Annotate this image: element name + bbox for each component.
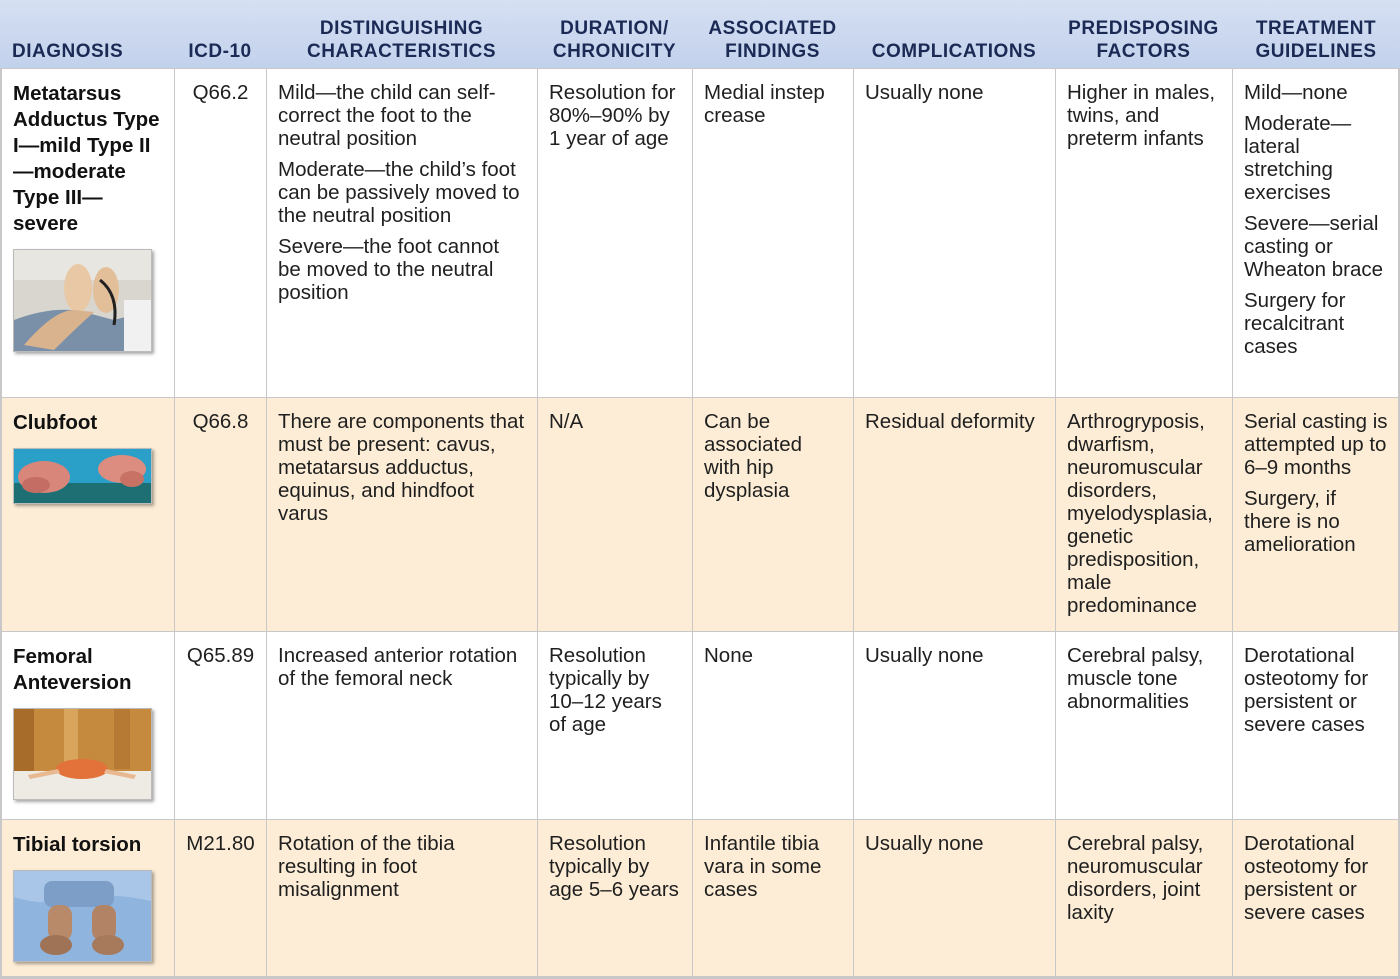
factors-cell <box>1055 69 1232 397</box>
table-row-femoral-anteversion <box>0 631 1400 819</box>
findings-text: None <box>704 644 754 667</box>
findings-cell <box>692 820 853 976</box>
findings-cell <box>692 69 853 397</box>
findings-text: Can be associated with hip dysplasia <box>704 410 803 502</box>
treatment-text: Derotational osteotomy for persistent or severe cases <box>1244 832 1369 924</box>
characteristics-cell <box>266 69 537 397</box>
icd-code: Q65.89 <box>174 632 266 819</box>
factors-text: Cerebral palsy, muscle tone abnormalities <box>1067 644 1204 713</box>
findings-cell <box>692 632 853 819</box>
findings-cell <box>692 398 853 631</box>
factors-text: Cerebral palsy, neuromuscular disorders, joint laxity <box>1067 832 1204 924</box>
duration-text: N/A <box>549 410 584 433</box>
duration-text: Resolution typically by 10–12 years of age <box>549 644 662 736</box>
characteristic-text: Severe—the foot cannot be moved to the neutral position <box>278 235 500 304</box>
femoral-anteversion-photo <box>13 708 152 800</box>
header-complications: COMPLICATIONS <box>871 41 1037 62</box>
icd-code: Q66.2 <box>174 69 266 397</box>
duration-cell <box>537 632 692 819</box>
diagnosis-name: Clubfoot <box>13 411 98 434</box>
duration-text: Resolution typically by age 5–6 years <box>549 832 679 901</box>
header-treatment: TREATMENT GUIDELINES <box>1255 18 1377 62</box>
characteristics-cell <box>266 820 537 976</box>
duration-cell <box>537 398 692 631</box>
characteristic-text: Mild—the child can self-correct the foot to the neutral position <box>278 81 496 150</box>
diagnosis-cell <box>0 398 174 631</box>
diagnosis-name: Femoral Anteversion <box>13 645 132 694</box>
complications-text: Residual deformity <box>865 410 1035 433</box>
treatment-text: Severe—serial casting or Wheaton brace <box>1244 212 1384 281</box>
header-findings: ASSOCIATED FINDINGS <box>708 18 837 62</box>
characteristics-cell <box>266 398 537 631</box>
findings-text: Medial instep crease <box>704 81 825 127</box>
treatment-cell <box>1232 69 1400 397</box>
diagnosis-cell <box>0 820 174 976</box>
treatment-text: Derotational osteotomy for persistent or severe cases <box>1244 644 1369 736</box>
diagnosis-name: Metatarsus Adductus Type I—mild Type II—moderate Type III—severe <box>13 82 160 235</box>
treatment-text: Surgery for recalcitrant cases <box>1244 289 1346 358</box>
diagnosis-cell <box>0 69 174 397</box>
treatment-text: Surgery, if there is no amelioration <box>1244 487 1356 556</box>
icd-code: M21.80 <box>174 820 266 976</box>
diagnosis-name: Tibial torsion <box>13 833 142 856</box>
factors-cell <box>1055 398 1232 631</box>
treatment-cell <box>1232 398 1400 631</box>
table-header <box>0 0 1400 68</box>
factors-text: Arthrogryposis, dwarfism, neuromuscular disorders, myelodysplasia, genetic predisposition, male predominance <box>1067 410 1213 617</box>
findings-text: Infantile tibia vara in some cases <box>704 832 822 901</box>
characteristics-cell <box>266 632 537 819</box>
factors-text: Higher in males, twins, and preterm infants <box>1067 81 1216 150</box>
icd-code: Q66.8 <box>174 398 266 631</box>
table-row-metatarsus-adductus <box>0 68 1400 397</box>
treatment-text: Serial casting is attempted up to 6–9 months <box>1244 410 1388 479</box>
clubfoot-photo <box>13 448 152 504</box>
complications-text: Usually none <box>865 81 984 104</box>
complications-cell <box>853 820 1055 976</box>
header-factors: PREDISPOSING FACTORS <box>1068 18 1219 62</box>
header-diagnosis: DIAGNOSIS <box>12 41 124 62</box>
duration-text: Resolution for 80%–90% by 1 year of age <box>549 81 676 150</box>
treatment-cell <box>1232 820 1400 976</box>
characteristic-text: There are components that must be present: cavus, metatarsus adductus, equinus, and hindfoot varus <box>278 410 525 525</box>
treatment-text: Moderate—lateral stretching exercises <box>1244 112 1352 204</box>
duration-cell <box>537 820 692 976</box>
treatment-text: Mild—none <box>1244 81 1348 104</box>
table-row-tibial-torsion <box>0 819 1400 976</box>
header-characteristics: DISTINGUISHING CHARACTERISTICS <box>306 18 497 62</box>
header-duration: DURATION/ CHRONICITY <box>552 18 677 62</box>
duration-cell <box>537 69 692 397</box>
complications-cell <box>853 632 1055 819</box>
complications-cell <box>853 398 1055 631</box>
complications-text: Usually none <box>865 644 984 667</box>
metatarsus-adductus-photo <box>13 249 152 352</box>
tibial-torsion-photo <box>13 870 152 962</box>
header-icd10: ICD-10 <box>188 41 252 62</box>
diagnosis-cell <box>0 632 174 819</box>
table-row-clubfoot <box>0 397 1400 631</box>
characteristic-text: Increased anterior rotation of the femoral neck <box>278 644 518 690</box>
characteristic-text: Rotation of the tibia resulting in foot misalignment <box>278 832 455 901</box>
treatment-cell <box>1232 632 1400 819</box>
complications-cell <box>853 69 1055 397</box>
characteristic-text: Moderate—the child’s foot can be passively moved to the neutral position <box>278 158 520 227</box>
factors-cell <box>1055 820 1232 976</box>
factors-cell <box>1055 632 1232 819</box>
complications-text: Usually none <box>865 832 984 855</box>
